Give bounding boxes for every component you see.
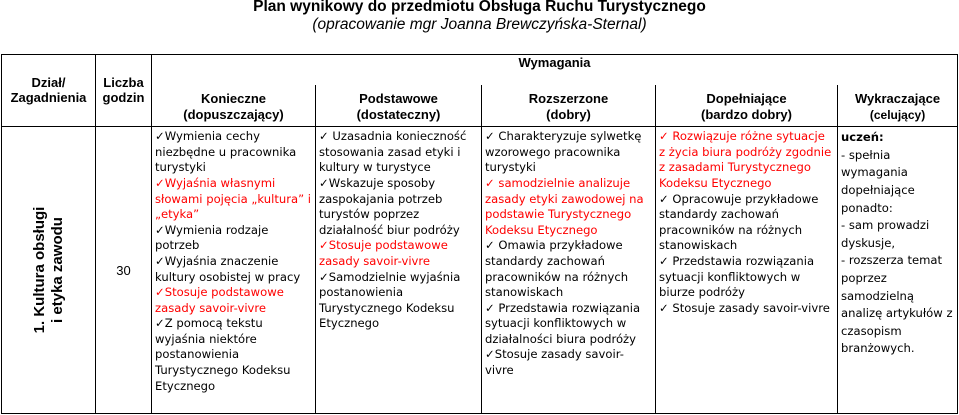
dopelniajace-item: ✓ Stosuje zasady savoir-vivre [659,300,830,315]
header-level-dopelniajace: Dopełniające [656,85,838,107]
podstawowe-item: ✓Wskazuje sposoby zaspokajania potrzeb turystów poprzez działalność biur podróży [319,175,460,237]
header-wymagania: Wymagania [152,55,958,85]
rozszerzone-item: ✓ samodzielnie analizuje zasady etyki zawodowej na podstawie Turystycznego Kodeksu Etycznego [485,175,644,237]
dopelniajace-item: ✓ Przedstawia rozwiązania sytuacji konfliktowych w biurze podróży [659,253,815,300]
header-grade-celujacy: (celujący) [838,107,958,127]
header-grade-dopuszczajacy: (dopuszczający) [152,107,316,127]
header-grade-bardzo-dobry: (bardzo dobry) [656,107,838,127]
topic-label: 1. Kultura obsługi i etyka zawodu [30,206,66,334]
header-level-wykraczajace: Wykraczające [838,85,958,107]
podstawowe-item: ✓ Uzasadnia konieczność stosowania zasad etyki i kultury w turystyce [319,129,467,175]
dopelniajace-item: ✓ Rozwiązuje różne sytuacje z życia biura podróży zgodnie z zasadami Turystycznego Kodeksu Etycznego [659,129,832,190]
wykraczajace-cell [838,127,958,414]
header-liczba-godzin: Liczba godzin [96,55,152,127]
konieczne-item: ✓Stosuje podstawowe zasady savoir-vivre [155,285,284,315]
wykraczajace-item: - spełnia wymagania dopełniające ponadto: [841,147,915,215]
rozszerzone-list [485,129,652,379]
konieczne-item: ✓Wymienia cechy niezbędne u pracownika turystyki [155,129,297,175]
header-level-rozszerzone: Rozszerzone [482,85,656,107]
podstawowe-item: ✓Samodzielnie wyjaśnia postanowienia Turystycznego Kodeksu Etycznego [319,269,461,331]
dopelniajace-list [659,129,834,316]
header-level-podstawowe: Podstawowe [316,85,482,107]
rozszerzone-cell [482,127,656,414]
dopelniajace-item: ✓ Opracowuje przykładowe standardy zachowań pracowników na różnych stanowiskach [659,191,819,253]
header-level-konieczne: Konieczne [152,85,316,107]
konieczne-list [155,129,312,394]
podstawowe-cell [316,127,482,414]
page-subtitle: (opracowanie mgr Joanna Brewczyńska-Sternal) [312,16,647,33]
podstawowe-list [319,129,478,332]
header-grade-dobry: (dobry) [482,107,656,127]
konieczne-item: ✓Z pomocą tekstu wyjaśnia niektóre postanowienia Turystycznego Kodeksu Etycznego [155,316,291,393]
wykraczajace-item: - sam prowadzi dyskusje, [841,218,930,250]
konieczne-item: ✓Wyjaśnia znaczenie kultury osobistej w pracy [155,253,301,284]
hours-value: 30 [96,127,152,414]
header-grade-dostateczny: (dostateczny) [316,107,482,127]
page-title: Plan wynikowy do przedmiotu Obsługa Ruchu Turystycznego [253,0,706,15]
dopelniajace-cell [656,127,838,414]
wykraczajace-item: - rozszerza temat poprzez samodzielną analizę artykułów z czasopism branżowych. [841,253,953,356]
podstawowe-item: ✓Stosuje podstawowe zasady savoir-vivre [319,238,448,268]
konieczne-item: ✓Wymienia rodzaje potrzeb [155,222,269,253]
konieczne-cell [152,127,316,414]
rozszerzone-item: ✓ Charakteryzuje sylwetkę wzorowego pracownika turystyki [485,129,642,175]
wykraczajace-list [841,147,954,358]
rozszerzone-item: ✓ Omawia przykładowe standardy zachowań pracowników na różnych stanowiskach [485,238,629,300]
header-dzial: Dział/ Zagadnienia [2,55,96,127]
plan-table [1,54,958,414]
konieczne-item: ✓Wyjaśnia własnymi słowami pojęcia „kultura” i „etyka” [155,175,312,222]
topic-cell [2,127,96,414]
rozszerzone-item: ✓ Przedstawia rozwiązania sytuacji konfliktowych w działalności biura podróży [485,300,641,346]
rozszerzone-item: ✓Stosuje zasady savoir-vivre [485,347,624,378]
wykraczajace-lead: uczeń: [841,130,884,145]
